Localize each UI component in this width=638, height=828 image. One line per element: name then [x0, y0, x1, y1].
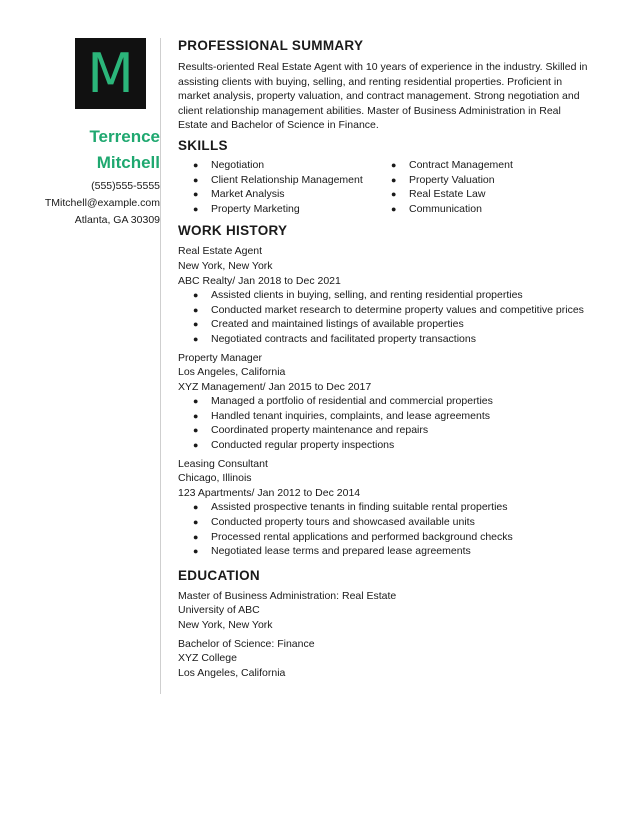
job-bullet: ● Assisted prospective tenants in finding suitable rental properties: [193, 500, 590, 515]
skills-list: [178, 158, 590, 216]
education-degree: Master of Business Administration: Real Estate: [178, 589, 397, 602]
work-history-section: [178, 222, 590, 558]
resume-main: [178, 37, 590, 682]
skills-heading: SKILLS: [178, 137, 228, 153]
monogram-initial: M: [87, 41, 134, 105]
job-bullet: ● Negotiated contracts and facilitated property transactions: [193, 332, 590, 347]
summary-text: Results-oriented Real Estate Agent with 10 years of experience in the industry. Skilled in assisting clients with buying, selling, and renting residential properties. Proficient in market analysis, property valuation, and contract management. Strong negotiation and client relationship management abilities. Master of Business Administration in Real Estate and Bachelor of Science in Finance.: [178, 61, 588, 132]
job-bullet: ● Processed rental applications and performed background checks: [193, 530, 590, 545]
phone-number: (555)555-5555: [91, 180, 160, 192]
skill-item: ● Property Valuation: [391, 173, 513, 188]
education-heading: EDUCATION: [178, 567, 260, 583]
last-name: Mitchell: [96, 153, 160, 172]
candidate-name: [0, 124, 160, 176]
skill-item: ● Communication: [391, 202, 513, 217]
job-location: Chicago, Illinois: [178, 472, 252, 485]
skill-item: ● Market Analysis: [193, 187, 391, 202]
work-history-heading: WORK HISTORY: [178, 223, 288, 239]
job-location: Los Angeles, California: [178, 366, 286, 379]
education-degree: Bachelor of Science: Finance: [178, 637, 315, 650]
job-bullet: ● Coordinated property maintenance and repairs: [193, 423, 590, 438]
job-bullet: ● Assisted clients in buying, selling, and renting residential properties: [193, 288, 590, 303]
skill-item: ● Client Relationship Management: [193, 173, 391, 188]
skill-item: ● Real Estate Law: [391, 187, 513, 202]
job-title: Property Manager: [178, 351, 263, 364]
job-entry: [178, 351, 590, 453]
job-bullet: ● Managed a portfolio of residential and commercial properties: [193, 394, 590, 409]
job-bullet: ● Conducted regular property inspections: [193, 438, 590, 453]
job-company-dates: 123 Apartments/ Jan 2012 to Dec 2014: [178, 486, 361, 499]
summary-section: [178, 37, 590, 133]
skills-section: [178, 137, 590, 216]
job-bullets: [178, 500, 590, 558]
job-company-dates: ABC Realty/ Jan 2018 to Dec 2021: [178, 274, 341, 287]
job-title: Real Estate Agent: [178, 245, 263, 258]
job-bullet: ● Conducted market research to determine property values and competitive prices: [193, 303, 590, 318]
job-bullet: ● Negotiated lease terms and prepared lease agreements: [193, 544, 590, 559]
education-section: [178, 567, 590, 681]
job-entry: [178, 244, 590, 346]
vertical-divider: [160, 38, 161, 694]
job-company-dates: XYZ Management/ Jan 2015 to Dec 2017: [178, 380, 372, 393]
skill-item: ● Contract Management: [391, 158, 513, 173]
education-location: Los Angeles, California: [178, 666, 286, 679]
education-school: University of ABC: [178, 604, 260, 617]
skill-item: ● Property Marketing: [193, 202, 391, 217]
contact-info: [10, 178, 160, 229]
skills-column-1: [178, 158, 391, 216]
job-bullet: ● Created and maintained listings of available properties: [193, 317, 590, 332]
education-entry: [178, 589, 590, 633]
skill-item: ● Negotiation: [193, 158, 391, 173]
monogram-badge: [75, 38, 146, 109]
email-address: TMitchell@example.com: [44, 197, 160, 209]
summary-heading: PROFESSIONAL SUMMARY: [178, 38, 364, 53]
education-location: New York, New York: [178, 619, 273, 631]
job-bullets: [178, 288, 590, 346]
education-entry: [178, 637, 590, 681]
education-school: XYZ College: [178, 652, 237, 665]
first-name: Terrence: [89, 127, 160, 146]
location: Atlanta, GA 30309: [74, 214, 160, 226]
job-bullet: ● Conducted property tours and showcased available units: [193, 515, 590, 530]
job-entry: [178, 457, 590, 559]
skills-column-2: [391, 158, 513, 216]
job-location: New York, New York: [178, 259, 273, 272]
job-bullets: [178, 394, 590, 452]
job-bullet: ● Handled tenant inquiries, complaints, and lease agreements: [193, 409, 590, 424]
job-title: Leasing Consultant: [178, 457, 268, 470]
